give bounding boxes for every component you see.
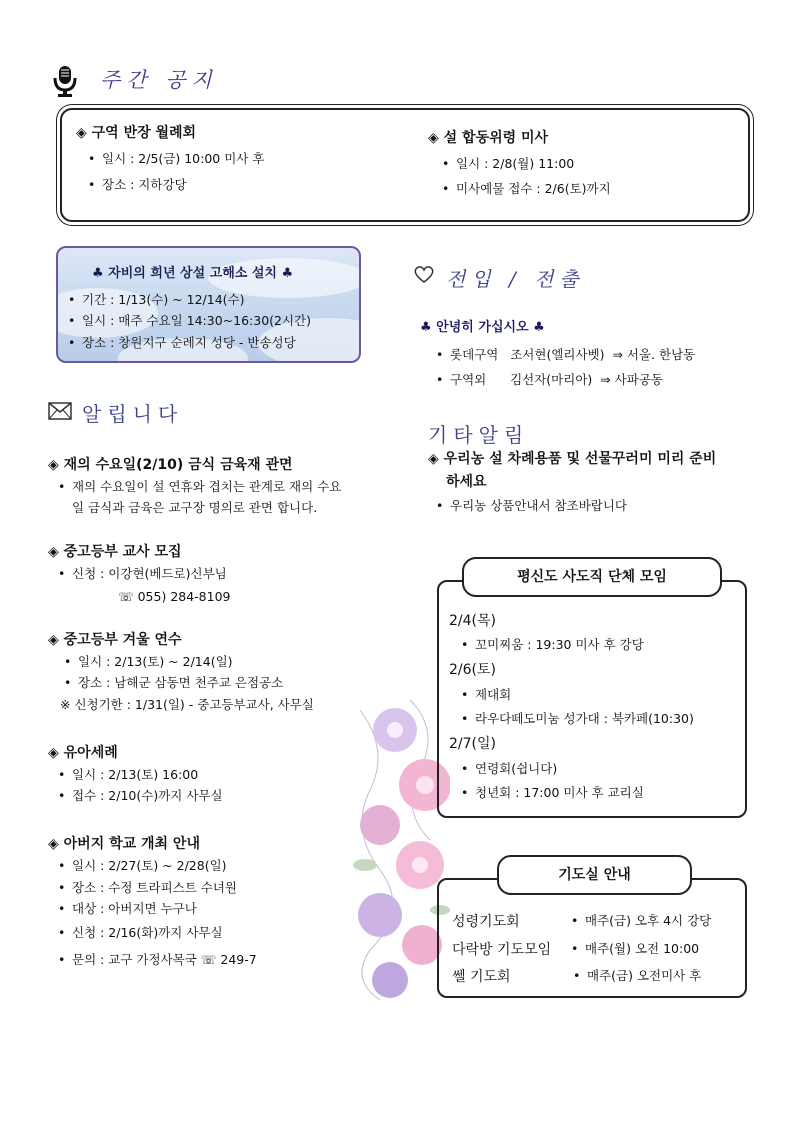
groups-item: • 꼬미찌움 : 19:30 미사 후 강당 — [461, 637, 644, 653]
prayer-name: 다락방 기도모임 — [452, 942, 552, 958]
weekly-notice-title: 주간 공지 — [100, 68, 218, 92]
notice-line: • 일시 : 2/13(토) 16:00 — [58, 767, 198, 783]
groups-item: • 라우다떼도미눔 성가대 : 북카페(10:30) — [461, 711, 694, 727]
notice-line: • 문의 : 교구 가정사목국 ☏ 249-7 — [58, 952, 257, 968]
notice-line: • 접수 : 2/10(수)까지 사무실 — [58, 788, 223, 804]
notice-line: • 장소 : 남해군 삼동면 천주교 은점공소 — [64, 675, 283, 691]
notice-line: • 일시 : 2/27(토) ~ 2/28(일) — [58, 858, 227, 874]
prayer-time: • 매주(금) 오후 4시 강당 — [571, 913, 711, 929]
transfer-item: • 롯데구역 조서현(엘리사벳) ⇒ 서울. 한남동 — [436, 347, 695, 363]
other-line: • 우리농 상품안내서 참조바랍니다 — [436, 498, 627, 514]
prayer-time: • 매주(금) 오전미사 후 — [573, 968, 701, 984]
lay-groups-title: 평신도 사도직 단체 모임 — [462, 557, 722, 597]
notice-heading: ◈ 중고등부 겨울 연수 — [48, 632, 182, 648]
groups-item: • 제대회 — [461, 687, 511, 703]
weekly-left-item: • 장소 : 지하강당 — [88, 177, 187, 193]
mercy-item: • 기간 : 1/13(수) ~ 12/14(수) — [68, 292, 244, 308]
notice-line: • 신청 : 이강현(베드로)신부님 — [58, 566, 227, 582]
mercy-item: • 일시 : 매주 수요일 14:30~16:30(2시간) — [68, 313, 311, 329]
mercy-jubilee-title: ♣ 자비의 희년 상설 고해소 설치 ♣ — [92, 266, 294, 281]
microphone-icon — [52, 64, 78, 98]
notice-title: 알립니다 — [82, 402, 184, 426]
weekly-right-heading: ◈ 설 합동위령 미사 — [428, 130, 549, 146]
prayer-room-title: 기도실 안내 — [497, 855, 692, 895]
groups-date: 2/6(토) — [449, 662, 496, 678]
mercy-item: • 장소 : 창원지구 순례지 성당 - 반송성당 — [68, 335, 296, 351]
notice-heading: ◈ 재의 수요일(2/10) 금식 금육재 관면 — [48, 457, 293, 473]
envelope-icon — [48, 402, 72, 420]
weekly-right-item: • 미사예물 접수 : 2/6(토)까지 — [442, 181, 611, 197]
notice-phone-line: ☏ 055) 284-8109 — [118, 589, 231, 604]
notice-line: • 재의 수요일이 설 연휴와 겹치는 관계로 재의 수요 — [58, 479, 341, 495]
other-heading: ◈ 우리농 설 차례용품 및 선물꾸러미 미리 준비 — [428, 451, 717, 467]
weekly-left-item: • 일시 : 2/5(금) 10:00 미사 후 — [88, 151, 264, 167]
notice-line: • 신청 : 2/16(화)까지 사무실 — [58, 925, 223, 941]
notice-line: • 장소 : 수정 트라피스트 수녀원 — [58, 880, 237, 896]
transfer-item: • 구역외 김선자(마리아) ⇒ 사파공동 — [436, 372, 663, 388]
notice-line: • 일시 : 2/13(토) ~ 2/14(일) — [64, 654, 233, 670]
prayer-time: • 매주(월) 오전 10:00 — [571, 941, 699, 957]
notice-heading: ◈ 중고등부 교사 모집 — [48, 544, 182, 560]
notice-heading: ◈ 유아세례 — [48, 745, 118, 761]
weekly-right-item: • 일시 : 2/8(월) 11:00 — [442, 156, 574, 172]
weekly-left-heading: ◈ 구역 반장 월례회 — [76, 125, 197, 141]
groups-date: 2/4(목) — [449, 613, 496, 629]
other-notice-title: 기타알림 — [428, 423, 530, 447]
transfer-heading: ♣ 안녕히 가십시오 ♣ — [420, 320, 545, 335]
notice-line: • 대상 : 아버지면 누구나 — [58, 901, 197, 917]
other-heading-cont: 하세요 — [446, 474, 487, 490]
notice-line: ※ 신청기한 : 1/31(일) - 중고등부교사, 사무실 — [60, 697, 314, 712]
transfer-title: 전입 / 전출 — [446, 267, 585, 291]
groups-item: • 연령회(쉽니다) — [461, 761, 557, 777]
prayer-name: 성령기도회 — [452, 914, 520, 930]
groups-item: • 청년회 : 17:00 미사 후 교리실 — [461, 785, 644, 801]
prayer-name: 쎌 기도회 — [452, 969, 511, 985]
heart-icon — [414, 265, 434, 283]
flower-decoration — [350, 690, 450, 1005]
notice-line: 일 금식과 금육은 교구장 명의로 관면 합니다. — [72, 500, 318, 515]
groups-date: 2/7(일) — [449, 736, 496, 752]
notice-heading: ◈ 아버지 학교 개최 안내 — [48, 836, 200, 852]
